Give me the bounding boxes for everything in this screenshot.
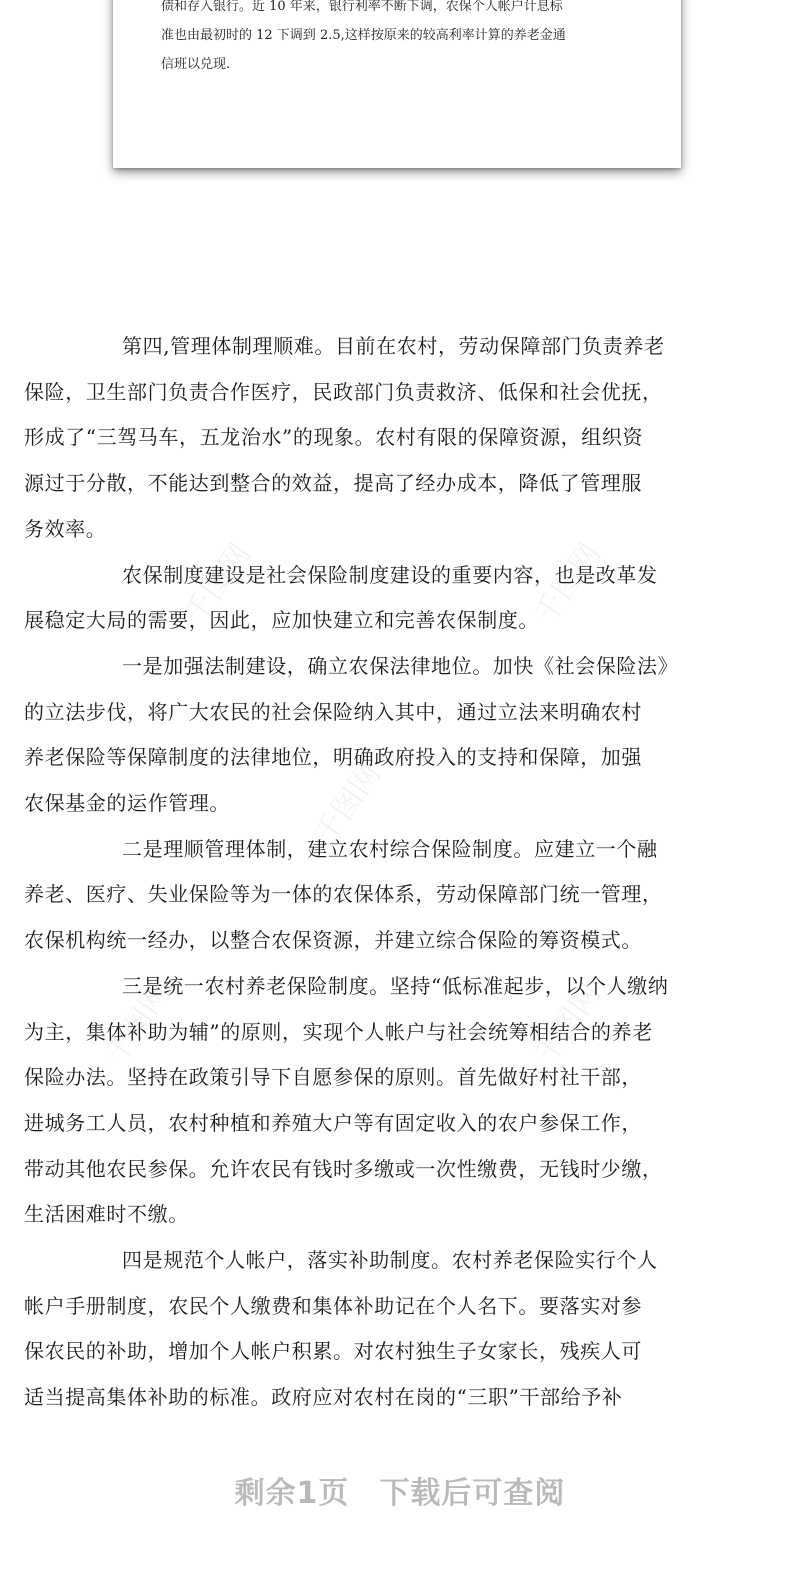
paragraph-line: 二是理顺管理体制，建立农村综合保险制度。应建立一个融 bbox=[122, 836, 658, 861]
paragraph bbox=[24, 553, 778, 644]
paragraph bbox=[24, 1238, 778, 1421]
paragraph-line: 生活困难时不缴。 bbox=[24, 1202, 189, 1227]
paragraph-line: 形成了“三驾马车，五龙治水”的现象。农村有限的保障资源，组织资 bbox=[24, 425, 644, 450]
paragraph-line: 农保基金的运作管理。 bbox=[24, 791, 230, 816]
paragraph-line: 农保机构统一经办，以整合农保资源，并建立综合保险的筹资模式。 bbox=[24, 928, 642, 953]
paragraph-line: 农保制度建设是社会保险制度建设的重要内容，也是改革发 bbox=[122, 562, 658, 587]
watermark: 千图网 bbox=[527, 537, 609, 631]
paragraph-line: 适当提高集体补助的标准。政府应对农村在岗的“三职”干部给予补 bbox=[24, 1385, 623, 1410]
paragraph-line: 的立法步伐，将广大农民的社会保险纳入其中，通过立法来明确农村 bbox=[24, 699, 642, 724]
previous-page-text bbox=[161, 0, 641, 79]
paragraph-line: 进城务工人员，农村种植和养殖大户等有固定收入的农户参保工作， bbox=[24, 1110, 642, 1135]
previous-page-line: 债和存入银行。近 10 年来，银行利率不断下调，农保个人帐户计息标 bbox=[161, 0, 563, 14]
paragraph-line: 养老保险等保障制度的法律地位，明确政府投入的支持和保障，加强 bbox=[24, 745, 642, 770]
watermark: 千图网 bbox=[307, 757, 389, 851]
remaining-pages-notice[interactable] bbox=[0, 1468, 800, 1512]
paragraph-line: 源过于分散，不能达到整合的效益，提高了经办成本，降低了管理服 bbox=[24, 471, 642, 496]
previous-page-preview bbox=[113, 0, 681, 168]
watermark: 千图网 bbox=[97, 977, 179, 1071]
document-body bbox=[24, 324, 778, 1421]
paragraph-line: 一是加强法制建设，确立农保法律地位。加快《社会保险法》 bbox=[122, 653, 679, 678]
paragraph-line: 三是统一农村养老保险制度。坚持“低标准起步，以个人缴纳 bbox=[122, 973, 669, 998]
watermark: 千图网 bbox=[177, 537, 259, 631]
remaining-pages-count[interactable]: 剩余1页 bbox=[234, 1476, 350, 1511]
paragraph bbox=[24, 324, 778, 553]
watermark: 千图网 bbox=[527, 977, 609, 1071]
paragraph-line: 为主，集体补助为辅”的原则，实现个人帐户与社会统筹相结合的养老 bbox=[24, 1019, 653, 1044]
paragraph-line: 保险办法。坚持在政策引导下自愿参保的原则。首先做好村社干部， bbox=[24, 1065, 642, 1090]
paragraph-line: 展稳定大局的需要，因此，应加快建立和完善农保制度。 bbox=[24, 608, 539, 633]
paragraph-line: 带动其他农民参保。允许农民有钱时多缴或一次性缴费，无钱时少缴， bbox=[24, 1156, 663, 1181]
paragraph bbox=[24, 827, 778, 964]
paragraph-line: 务效率。 bbox=[24, 516, 107, 541]
paragraph-line: 四是规范个人帐户，落实补助制度。农村养老保险实行个人 bbox=[122, 1248, 658, 1273]
download-to-view-hint[interactable]: 下载后可查阅 bbox=[379, 1476, 566, 1511]
paragraph-line: 第四,管理体制理顺难。目前在农村，劳动保障部门负责养老 bbox=[122, 334, 665, 358]
paragraph bbox=[24, 964, 778, 1238]
paragraph-line: 养老、医疗、失业保险等为一体的农保体系，劳动保障部门统一管理， bbox=[24, 882, 663, 907]
previous-page-line: 信班以兑现. bbox=[161, 57, 231, 72]
paragraph-line: 保农民的补助，增加个人帐户积累。对农村独生子女家长，残疾人可 bbox=[24, 1339, 642, 1364]
previous-page-line: 准也由最初时的 12 下调到 2.5,这样按原来的较高利率计算的养老金通 bbox=[161, 28, 566, 43]
paragraph-line: 帐户手册制度，农民个人缴费和集体补助记在个人名下。要落实对参 bbox=[24, 1293, 642, 1318]
paragraph-line: 保险，卫生部门负责合作医疗，民政部门负责救济、低保和社会优抚， bbox=[24, 379, 663, 404]
paragraph bbox=[24, 644, 778, 827]
